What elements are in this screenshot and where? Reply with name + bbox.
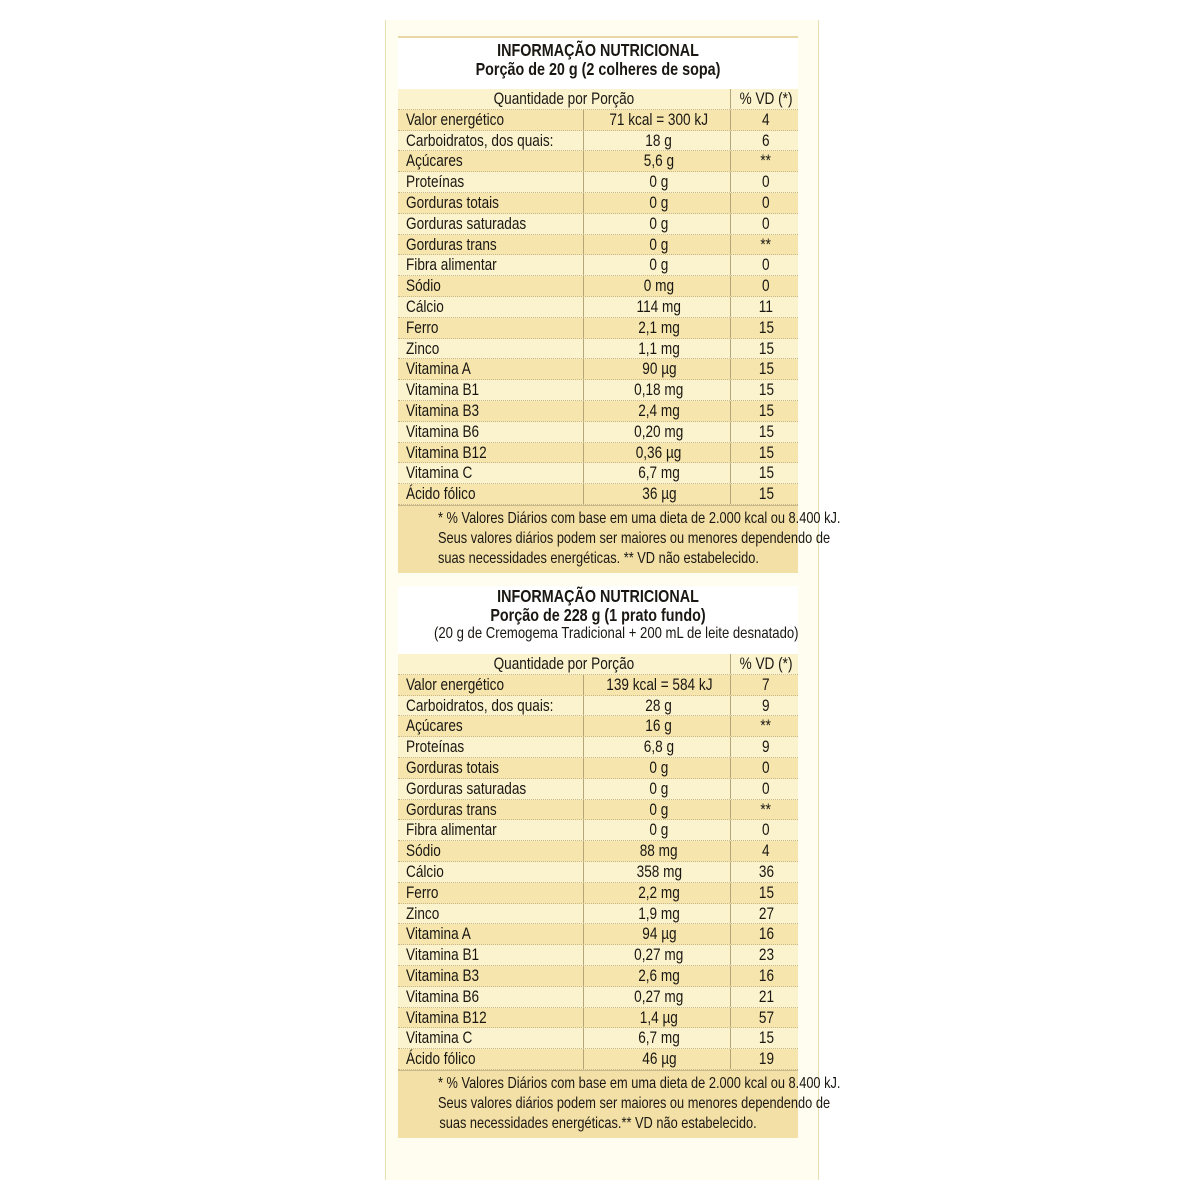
portion-size: Porção de 228 g (1 prato fundo) [490,604,706,625]
nutrient-vd: ** [730,800,801,820]
nutrient-name: Gorduras trans [406,234,497,254]
nutrient-amount: 0 g [583,193,734,213]
nutrient-vd: 9 [730,737,801,757]
nutrient-vd: 15 [730,1028,801,1048]
footnote-line: * % Valores Diários com base em uma dieta de 2.000 kcal ou 8.400 kJ. [438,1074,841,1092]
nutrient-vd: 15 [730,318,801,338]
nutrient-amount: 0 g [583,758,734,778]
nutrient-vd: ** [730,716,801,736]
nutrient-vd: 15 [730,443,801,463]
portion-note: (20 g de Cremogema Tradicional + 200 mL de leite desnatado) [434,625,799,642]
nutrient-name: Ferro [406,882,439,902]
column-header-row [398,89,798,110]
nutrient-vd: 15 [730,359,801,379]
nutrient-vd: 36 [730,862,801,882]
nutrient-row [398,987,798,1008]
nutrient-name: Gorduras saturadas [406,213,527,233]
nutrient-name: Cálcio [406,861,444,881]
nutrient-name: Vitamina B1 [406,380,480,400]
nutrient-vd: 21 [730,987,801,1007]
nutrient-vd: 0 [730,214,801,234]
nutrient-vd: 16 [730,966,801,986]
nutrient-amount: 2,2 mg [583,883,734,903]
nutrient-name: Ferro [406,317,439,337]
nutrient-name: Vitamina B12 [406,1007,487,1027]
nutrient-vd: 0 [730,276,801,296]
nutrient-amount: 0 g [583,800,734,820]
nutrient-amount: 0,18 mg [583,380,734,400]
nutrient-row [398,297,798,318]
nutrient-name: Vitamina C [406,1028,473,1048]
nutrient-vd: 15 [730,422,801,442]
nutrient-row [398,862,798,883]
nutrient-vd: 23 [730,945,801,965]
nutrient-name: Vitamina C [406,463,473,483]
nutrient-amount: 0,36 µg [583,443,734,463]
nutrient-amount: 0 g [583,235,734,255]
nutrient-amount: 0 g [583,214,734,234]
nutrient-name: Açúcares [406,151,463,171]
nutrient-name: Vitamina A [406,924,471,944]
nutrient-name: Vitamina B3 [406,400,480,420]
column-header-row [398,654,798,675]
nutrient-row [398,800,798,821]
nutrient-row [398,883,798,904]
nutrient-row [398,696,798,717]
table-title-box [398,586,798,654]
nutrient-vd: 9 [730,696,801,716]
nutrient-amount: 0,27 mg [583,945,734,965]
nutrition-table-per-228g [398,586,841,1138]
nutrient-name: Carboidratos, dos quais: [406,130,554,150]
nutrient-amount: 5,6 g [583,151,734,171]
nutrient-row [398,1049,798,1070]
nutrient-row [398,110,798,131]
column-header-quantity: Quantidade por Porção [493,89,635,108]
nutrient-row [398,904,798,925]
nutrient-name: Valor energético [406,674,505,694]
nutrient-vd: 4 [730,841,801,861]
nutrient-row [398,716,798,737]
footnote [398,1070,841,1138]
nutrient-row [398,214,798,235]
nutrient-row [398,401,798,422]
nutrient-name: Cálcio [406,296,444,316]
nutrient-amount: 6,8 g [583,737,734,757]
nutrient-row [398,255,798,276]
nutrient-name: Ácido fólico [406,484,476,504]
nutrient-vd: 15 [730,401,801,421]
nutrient-name: Ácido fólico [406,1049,476,1069]
nutrient-vd: 27 [730,904,801,924]
nutrient-vd: 15 [730,883,801,903]
nutrient-amount: 1,4 µg [583,1008,734,1028]
column-header-vd: % VD (*) [730,89,801,109]
nutrient-amount: 94 µg [583,924,734,944]
nutrient-amount: 2,6 mg [583,966,734,986]
nutrient-row [398,945,798,966]
nutrient-name: Proteínas [406,172,465,192]
nutrient-name: Gorduras trans [406,799,497,819]
nutrient-name: Gorduras totais [406,192,499,212]
nutrient-row [398,820,798,841]
nutrient-name: Zinco [406,903,440,923]
nutrient-name: Valor energético [406,109,505,129]
nutrient-vd: 6 [730,131,801,151]
nutrient-amount: 0 g [583,779,734,799]
nutrient-row [398,339,798,360]
nutrient-amount: 88 mg [583,841,734,861]
nutrient-amount: 18 g [583,131,734,151]
nutrient-row [398,841,798,862]
nutrient-row [398,675,798,696]
nutrient-amount: 28 g [583,696,734,716]
nutrient-amount: 6,7 mg [583,1028,734,1048]
nutrient-vd: 15 [730,380,801,400]
nutrient-vd: 15 [730,463,801,483]
nutrient-vd: ** [730,235,801,255]
nutrient-name: Fibra alimentar [406,820,497,840]
footnote [398,505,841,573]
nutrient-row [398,1008,798,1029]
nutrient-name: Vitamina B1 [406,945,480,965]
nutrient-name: Vitamina B6 [406,421,480,441]
nutrient-row [398,235,798,256]
nutrient-amount: 139 kcal = 584 kJ [583,675,734,695]
nutrient-row [398,422,798,443]
nutrient-amount: 2,1 mg [583,318,734,338]
nutrient-name: Vitamina B12 [406,442,487,462]
nutrient-row [398,380,798,401]
nutrient-name: Zinco [406,338,440,358]
nutrient-row [398,193,798,214]
footnote-line: * % Valores Diários com base em uma dieta de 2.000 kcal ou 8.400 kJ. [438,509,841,527]
nutrient-vd: 4 [730,110,801,130]
nutrient-row [398,924,798,945]
nutrient-amount: 358 mg [583,862,734,882]
nutrient-name: Sódio [406,841,441,861]
nutrient-name: Vitamina A [406,359,471,379]
nutrient-amount: 0,27 mg [583,987,734,1007]
column-header-vd: % VD (*) [730,654,801,674]
footnote-line: Seus valores diários podem ser maiores ou menores dependendo de [438,1094,831,1112]
nutrient-vd: 16 [730,924,801,944]
nutrient-amount: 114 mg [583,297,734,317]
nutrient-amount: 0,20 mg [583,422,734,442]
table-title: INFORMAÇÃO NUTRICIONAL [497,586,699,606]
nutrient-vd: ** [730,151,801,171]
nutrient-name: Sódio [406,276,441,296]
nutrient-amount: 0 g [583,820,734,840]
column-header-quantity: Quantidade por Porção [493,654,635,673]
table-title-box [398,38,798,89]
nutrient-row [398,463,798,484]
nutrient-amount: 46 µg [583,1049,734,1069]
nutrient-row [398,276,798,297]
nutrient-vd: 11 [730,297,801,317]
nutrient-vd: 0 [730,779,801,799]
footnote-line: suas necessidades energéticas.** VD não estabelecido. [439,1114,757,1132]
nutrient-row [398,1028,798,1049]
nutrient-name: Proteínas [406,737,465,757]
nutrient-rows [398,654,798,1070]
nutrient-amount: 0 g [583,255,734,275]
nutrition-table-per-20g [398,36,841,573]
nutrient-amount: 2,4 mg [583,401,734,421]
nutrient-vd: 19 [730,1049,801,1069]
nutrient-row [398,484,798,505]
nutrient-amount: 16 g [583,716,734,736]
nutrient-amount: 1,1 mg [583,339,734,359]
nutrient-row [398,172,798,193]
nutrient-vd: 0 [730,172,801,192]
nutrient-name: Vitamina B6 [406,986,480,1006]
nutrient-rows [398,89,798,505]
nutrient-name: Açúcares [406,716,463,736]
nutrient-vd: 15 [730,484,801,504]
nutrient-row [398,443,798,464]
table-title: INFORMAÇÃO NUTRICIONAL [497,40,699,60]
nutrient-amount: 1,9 mg [583,904,734,924]
portion-size: Porção de 20 g (2 colheres de sopa) [475,58,721,79]
nutrient-amount: 0 g [583,172,734,192]
footnote-line: Seus valores diários podem ser maiores ou menores dependendo de [438,529,831,547]
nutrient-vd: 7 [730,675,801,695]
nutrient-vd: 15 [730,339,801,359]
nutrient-name: Gorduras totais [406,757,499,777]
nutrient-name: Fibra alimentar [406,255,497,275]
nutrient-row [398,966,798,987]
nutrient-row [398,758,798,779]
nutrient-vd: 0 [730,193,801,213]
nutrient-row [398,779,798,800]
nutrition-label-panel [385,20,841,1180]
nutrient-row [398,737,798,758]
nutrient-amount: 0 mg [583,276,734,296]
nutrient-vd: 0 [730,820,801,840]
nutrient-amount: 71 kcal = 300 kJ [583,110,734,130]
nutrient-row [398,151,798,172]
footnote-line: suas necessidades energéticas. ** VD não estabelecido. [438,549,759,567]
nutrient-amount: 90 µg [583,359,734,379]
nutrient-row [398,131,798,152]
nutrient-row [398,318,798,339]
nutrient-amount: 36 µg [583,484,734,504]
nutrient-row [398,359,798,380]
nutrient-name: Gorduras saturadas [406,778,527,798]
nutrient-amount: 6,7 mg [583,463,734,483]
nutrient-name: Carboidratos, dos quais: [406,695,554,715]
nutrient-vd: 0 [730,758,801,778]
nutrient-vd: 57 [730,1008,801,1028]
nutrient-vd: 0 [730,255,801,275]
nutrient-name: Vitamina B3 [406,965,480,985]
